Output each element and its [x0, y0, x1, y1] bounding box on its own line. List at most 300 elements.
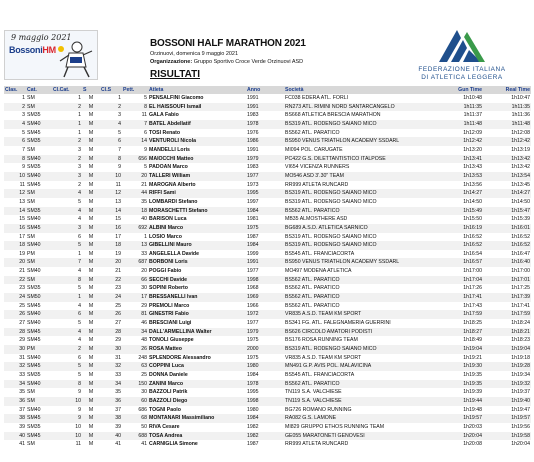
- cell-real-time: 1h16:52: [511, 233, 530, 240]
- cell-sex: M: [88, 95, 94, 101]
- cell-club: TN119 S.A. VALCHIESE: [285, 389, 342, 396]
- cell-real-time: 1h19:32: [483, 380, 531, 389]
- cell-bib: 41: [141, 441, 147, 448]
- cell-athlete: SPLENDORE Alessandro: [149, 354, 211, 361]
- table-row: [4, 336, 531, 345]
- logo-date: 9 maggio 2021: [11, 33, 72, 42]
- cell-sex-rank: 26: [100, 310, 122, 319]
- federation-line-1: FEDERAZIONE ITALIANA: [418, 66, 506, 73]
- results-table: [4, 86, 531, 449]
- cell-sex: M: [88, 198, 94, 205]
- cell-year: 1983: [247, 164, 259, 171]
- cell-athlete: SOPINI Roberto: [149, 285, 188, 292]
- cell-rank: 3: [22, 112, 25, 119]
- cell-sex-rank: 11: [115, 181, 121, 188]
- cell-category: SM: [27, 95, 35, 101]
- cell-sex-rank: 34: [100, 380, 122, 389]
- cell-rank: 5: [22, 129, 25, 136]
- cell-category-rank: 1: [52, 120, 82, 129]
- cell-club: BS950 VENUS TRIATHLON ACADEMY SSDARL: [284, 258, 436, 267]
- cell-sex: M: [88, 337, 94, 344]
- cell-year: 1977: [246, 172, 284, 181]
- cell-club: RR999 ATLETA RUNCARD: [285, 181, 349, 188]
- cell-gun-time: 1h13:20: [463, 146, 482, 153]
- cell-sex: M: [88, 423, 94, 430]
- cell-club: MO546 ASD 3'.30" TEAM: [284, 172, 436, 181]
- cell-rank: 24: [4, 293, 26, 302]
- cell-bib: 18: [122, 207, 148, 216]
- section-title: RISULTATI: [150, 69, 200, 80]
- column-header-category-rank[interactable]: Cl.Cat.: [52, 86, 82, 94]
- cell-sex: M: [82, 120, 100, 129]
- cell-sex-rank: 31: [115, 354, 121, 361]
- cell-sex-rank: 30: [100, 345, 122, 354]
- cell-gun-time: 1h18:27: [436, 328, 483, 337]
- cell-category-rank: 5: [78, 372, 81, 378]
- cell-sex: M: [88, 389, 94, 396]
- cell-bib: 66: [122, 276, 148, 285]
- cell-sex: M: [88, 285, 94, 292]
- cell-year: 1980: [247, 406, 259, 413]
- cell-category-rank: 10: [52, 432, 82, 441]
- cell-real-time: 1h19:58: [483, 432, 531, 441]
- cell-club: FC038 EDERA ATL. FORLI: [285, 95, 349, 101]
- table-row: [4, 198, 531, 207]
- cell-bib: 7: [122, 120, 148, 129]
- table-row: [4, 371, 531, 380]
- event-logo: [4, 30, 98, 80]
- cell-sex-rank: 7: [118, 146, 121, 153]
- cell-rank: 31: [19, 354, 25, 361]
- cell-sex: M: [88, 146, 94, 153]
- cell-sex-rank: 14: [100, 207, 122, 216]
- cell-rank: 16: [4, 224, 26, 233]
- cell-club: MI094 POL. CARUGATE: [285, 146, 343, 153]
- cell-sex-rank: 18: [100, 241, 122, 250]
- table-row: [4, 129, 531, 138]
- cell-category: SM40: [27, 216, 41, 223]
- cell-real-time: 1h16:40: [483, 258, 531, 267]
- cell-year: 1991: [246, 258, 284, 267]
- cell-real-time: 1h11:35: [483, 103, 531, 112]
- column-header-sex[interactable]: S: [82, 86, 100, 94]
- cell-sex: M: [82, 397, 100, 406]
- cell-sex-rank: 25: [115, 302, 121, 309]
- cell-club: VR835 A.S.D. TEAM KM SPORT: [285, 354, 362, 361]
- cell-real-time: 1h19:40: [483, 397, 531, 406]
- cell-rank: 1: [22, 95, 25, 101]
- column-header-sex-rank[interactable]: Cl.S: [100, 86, 122, 94]
- table-row: [4, 111, 531, 120]
- cell-gun-time: 1h16:57: [436, 258, 483, 267]
- cell-sex-rank: 27: [115, 320, 121, 327]
- cell-gun-time: 1h11:35: [436, 103, 483, 112]
- cell-bib: 60: [122, 397, 148, 406]
- column-header-athlete[interactable]: Atleta: [148, 86, 246, 94]
- cell-category: SM: [27, 233, 35, 240]
- cell-club: PC422 G.S. DILETTANTISTICO ITALPOSE: [284, 155, 436, 164]
- cell-category: SM35: [27, 164, 41, 171]
- cell-year: 1991: [247, 146, 259, 153]
- cell-year: 1999: [247, 250, 259, 257]
- cell-gun-time: 1h14:50: [463, 198, 482, 205]
- cell-category: SM: [26, 276, 52, 285]
- cell-bib: 48: [141, 337, 147, 344]
- cell-sex: M: [82, 137, 100, 146]
- cell-year: 1991: [247, 95, 259, 101]
- cell-sex-rank: 23: [115, 285, 121, 292]
- cell-gun-time: 1h13:56: [463, 181, 482, 188]
- cell-category: SM35: [27, 112, 41, 119]
- cell-bib: 81: [122, 310, 148, 319]
- cell-year: 1995: [247, 389, 259, 396]
- cell-athlete: POGGI Fabio: [149, 268, 182, 275]
- cell-real-time: 1h11:36: [511, 112, 530, 119]
- cell-real-time: 1h13:45: [511, 181, 530, 188]
- cell-category-rank: 2: [78, 181, 81, 188]
- cell-year: 1977: [247, 268, 259, 275]
- cell-category-rank: 3: [78, 146, 81, 153]
- cell-sex-rank: 3: [118, 112, 121, 119]
- cell-sex-rank: 24: [100, 293, 122, 302]
- cell-category-rank: 9: [52, 414, 82, 423]
- cell-real-time: 1h15:39: [511, 216, 530, 223]
- cell-bib: 50: [141, 423, 147, 430]
- cell-category-rank: 4: [52, 207, 82, 216]
- cell-sex: M: [82, 103, 100, 112]
- cell-gun-time: 1h16:19: [436, 224, 483, 233]
- cell-category: SM40: [27, 320, 41, 327]
- cell-category: SM35: [27, 285, 41, 292]
- cell-category-rank: 7: [52, 258, 82, 267]
- cell-rank: 6: [4, 137, 26, 146]
- cell-rank: 4: [4, 120, 26, 129]
- cell-year: 1969: [246, 293, 284, 302]
- cell-bib: 6: [144, 129, 147, 136]
- cell-category-rank: 8: [52, 276, 82, 285]
- cell-club: MB35 ALMOSTHERE ASD: [285, 216, 348, 223]
- cell-rank: 30: [4, 345, 26, 354]
- cell-category: SM50: [26, 293, 52, 302]
- cell-category-rank: 9: [78, 406, 81, 413]
- cell-sex: M: [82, 310, 100, 319]
- cell-rank: 36: [4, 397, 26, 406]
- cell-club: BS545 ATL. FRANCIACORTA: [285, 372, 355, 378]
- cell-athlete: GINESTRI Fabio: [148, 310, 246, 319]
- cell-sex: M: [82, 345, 100, 354]
- table-row: [4, 120, 531, 129]
- cell-bib: 68: [122, 414, 148, 423]
- cell-year: 1997: [247, 198, 259, 205]
- table-row: [4, 319, 531, 328]
- cell-year: 1983: [247, 112, 259, 119]
- cell-bib: 25: [141, 372, 147, 378]
- cell-athlete: BORBONI Loris: [148, 258, 246, 267]
- cell-gun-time: 1h16:52: [463, 233, 482, 240]
- cell-athlete: EL HAISSOUFI Ismail: [148, 103, 246, 112]
- cell-sex: M: [88, 164, 94, 171]
- table-row: [4, 241, 531, 250]
- cell-year: 1995: [246, 189, 284, 198]
- cell-rank: 2: [4, 103, 26, 112]
- cell-gun-time: 1h20:03: [463, 423, 482, 430]
- table-row: [4, 94, 531, 103]
- cell-category-rank: 1: [78, 112, 81, 119]
- cell-category: SM: [27, 146, 35, 153]
- table-row: [4, 189, 531, 198]
- cell-gun-time: 1h16:54: [463, 250, 482, 257]
- cell-club: BS562 ATL. PARATICO: [284, 293, 436, 302]
- cell-year: 1966: [247, 302, 259, 309]
- table-row: [4, 258, 531, 267]
- cell-bib: 1: [144, 233, 147, 240]
- cell-club: BS562 ATL. PARATICO: [284, 207, 436, 216]
- cell-gun-time: 1h19:04: [436, 345, 483, 354]
- cell-year: 1977: [247, 320, 259, 327]
- cell-sex-rank: 5: [118, 129, 121, 136]
- cell-gun-time: 1h17:04: [436, 276, 483, 285]
- cell-bib: 686: [138, 406, 147, 413]
- cell-sex: M: [82, 293, 100, 302]
- cell-category: SM40: [26, 172, 52, 181]
- cell-rank: 34: [4, 380, 26, 389]
- cell-bib: 150: [122, 380, 148, 389]
- cell-club: BS562 ATL. PARATICO: [284, 380, 436, 389]
- cell-category-rank: 2: [52, 103, 82, 112]
- cell-gun-time: 1h16:52: [436, 241, 483, 250]
- cell-athlete: GALA Fabio: [149, 112, 179, 119]
- cell-athlete: TONOLI Giuseppe: [149, 337, 194, 344]
- cell-club: GE055 MARATONETI GENOVESI: [284, 432, 436, 441]
- table-row: [4, 207, 531, 216]
- cell-sex-rank: 20: [100, 258, 122, 267]
- cell-bib: 13: [122, 241, 148, 250]
- cell-year: 1972: [246, 310, 284, 319]
- cell-category-rank: 1: [78, 250, 81, 257]
- table-row: [4, 362, 531, 371]
- cell-category: SM45: [26, 432, 52, 441]
- cell-club: BS341 FG. ATL. FALEGNAMERIA GUERRINI: [285, 320, 391, 327]
- cell-real-time: 1h14:27: [483, 189, 531, 198]
- cell-rank: 29: [19, 337, 25, 344]
- cell-athlete: ALBINI Marco: [148, 224, 246, 233]
- cell-rank: 13: [19, 198, 25, 205]
- cell-category: SM45: [27, 181, 41, 188]
- cell-category-rank: 2: [52, 137, 82, 146]
- cell-category-rank: 11: [75, 441, 81, 448]
- cell-club: TN119 S.A. VALCHIESE: [284, 397, 436, 406]
- cell-real-time: 1h13:54: [483, 172, 531, 181]
- cell-bib: 5: [144, 164, 147, 171]
- cell-sex-rank: 16: [100, 224, 122, 233]
- cell-rank: 11: [19, 181, 25, 188]
- cell-gun-time: 1h19:21: [463, 354, 482, 361]
- table-row: [4, 302, 531, 311]
- table-row: [4, 345, 531, 354]
- cell-category-rank: 4: [52, 328, 82, 337]
- cell-category: SM: [26, 258, 52, 267]
- cell-real-time: 1h18:24: [511, 320, 530, 327]
- cell-gun-time: 1h12:42: [436, 137, 483, 146]
- cell-athlete: BATEL Abdellatif: [148, 120, 246, 129]
- cell-bib: 35: [141, 198, 147, 205]
- cell-gun-time: 1h17:26: [463, 285, 482, 292]
- cell-category-rank: 5: [78, 198, 81, 205]
- column-header-bib[interactable]: Pett.: [122, 86, 148, 94]
- cell-sex: M: [82, 172, 100, 181]
- cell-sex-rank: 17: [115, 233, 121, 240]
- table-row: [4, 224, 531, 233]
- cell-sex-rank: 40: [100, 432, 122, 441]
- cell-year: 1998: [246, 397, 284, 406]
- cell-year: 1986: [246, 137, 284, 146]
- cell-category: SM40: [27, 354, 41, 361]
- cell-sex: M: [82, 414, 100, 423]
- cell-sex: M: [88, 354, 94, 361]
- cell-real-time: 1h18:21: [483, 328, 531, 337]
- cell-rank: 18: [4, 241, 26, 250]
- cell-club: BS319 ATL. RODENGO SAIANO MICO: [284, 345, 436, 354]
- cell-club: RR999 ATLETA RUNCARD: [285, 441, 349, 448]
- cell-real-time: 1h13:42: [483, 155, 531, 164]
- cell-category: SM: [26, 103, 52, 112]
- cell-real-time: 1h17:01: [483, 276, 531, 285]
- cell-sex-rank: 35: [115, 389, 121, 396]
- cell-club: BS545 ATL. FRANCIACORTA: [285, 250, 355, 257]
- cell-real-time: 1h10:47: [511, 95, 530, 101]
- cell-real-time: 1h20:04: [511, 441, 530, 448]
- cell-gun-time: 1h19:30: [436, 362, 483, 371]
- table-row: [4, 267, 531, 276]
- cell-category: SM40: [27, 268, 41, 275]
- cell-sex-rank: 37: [115, 406, 121, 413]
- event-title-block: [150, 38, 306, 80]
- cell-sex: M: [82, 362, 100, 371]
- cell-club: BS562 ATL. PARATICO: [285, 285, 340, 292]
- cell-bib: 21: [141, 181, 147, 188]
- cell-category-rank: 4: [78, 337, 81, 344]
- cell-category: SM40: [26, 241, 52, 250]
- cell-gun-time: 1h17:43: [463, 302, 482, 309]
- event-title: BOSSONI HALF MARATHON 2021: [150, 38, 306, 49]
- table-row: [4, 103, 531, 112]
- table-row: [4, 414, 531, 423]
- cell-real-time: 1h17:25: [511, 285, 530, 292]
- cell-real-time: 1h19:34: [511, 372, 530, 378]
- cell-category-rank: 5: [78, 320, 81, 327]
- cell-category-rank: 3: [52, 172, 82, 181]
- cell-club: VI654 VICENZA RUNNERS: [285, 164, 350, 171]
- cell-sex-rank: 4: [100, 120, 122, 129]
- cell-sex: M: [82, 189, 100, 198]
- cell-year: 1987: [247, 441, 259, 448]
- cell-category: SM45: [26, 224, 52, 233]
- cell-real-time: 1h16:01: [483, 224, 531, 233]
- cell-rank: 20: [4, 258, 26, 267]
- cell-club: BS626 CIRCOLO AMATORI PODISTI: [284, 328, 436, 337]
- cell-sex: M: [88, 441, 94, 448]
- cell-club: BS319 ATL. RODENGO SAIANO MICO: [285, 198, 377, 205]
- column-header-rank[interactable]: Clas.: [4, 86, 26, 94]
- column-header-real-time[interactable]: Real Time: [483, 86, 531, 94]
- column-header-club[interactable]: Società: [284, 86, 436, 94]
- cell-bib: 8: [122, 103, 148, 112]
- cell-category-rank: 6: [78, 233, 81, 240]
- cell-athlete: MAROGNA Alberto: [149, 181, 196, 188]
- cell-athlete: PADOAN Marco: [149, 164, 188, 171]
- cell-club: BS319 ATL. RODENGO SAIANO MICO: [284, 189, 436, 198]
- cell-category-rank: 6: [78, 354, 81, 361]
- cell-athlete: VENTUROLI Nicola: [148, 137, 246, 146]
- cell-category-rank: 10: [52, 397, 82, 406]
- cell-gun-time: 1h19:35: [463, 372, 482, 378]
- cell-athlete: PREMOLI Marco: [149, 302, 190, 309]
- table-header-row: [4, 86, 531, 94]
- cell-athlete: PENSALFINI Giacomo: [149, 95, 204, 101]
- cell-sex: M: [88, 406, 94, 413]
- cell-bib: 248: [138, 354, 147, 361]
- cell-athlete: TOSA Andrea: [148, 432, 246, 441]
- cell-gun-time: 1h18:49: [463, 337, 482, 344]
- cell-bib: 30: [141, 389, 147, 396]
- cell-real-time: 1h15:47: [483, 207, 531, 216]
- cell-year: 1984: [246, 207, 284, 216]
- cell-real-time: 1h19:18: [511, 354, 530, 361]
- column-header-category[interactable]: Cat.: [26, 86, 52, 94]
- column-header-gun-time[interactable]: Gun Time: [436, 86, 483, 94]
- cell-bib: 692: [122, 224, 148, 233]
- cell-year: 1975: [247, 337, 259, 344]
- cell-bib: 46: [141, 320, 147, 327]
- results-body: [4, 94, 531, 449]
- cell-bib: 17: [122, 293, 148, 302]
- cell-sex-rank: 19: [115, 250, 121, 257]
- cell-category: SM: [26, 397, 52, 406]
- column-header-year[interactable]: Anno: [246, 86, 284, 94]
- table-row: [4, 397, 531, 406]
- cell-athlete: DONNA Daniele: [149, 372, 188, 378]
- fidal-logo: [395, 26, 529, 86]
- cell-sex-rank: 38: [100, 414, 122, 423]
- cell-sex: M: [82, 207, 100, 216]
- cell-year: 1998: [246, 276, 284, 285]
- cell-bib: 40: [141, 216, 147, 223]
- cell-year: 1984: [246, 414, 284, 423]
- cell-club: BS319 ATL. RODENGO SAIANO MICO: [284, 241, 436, 250]
- logo-brand-suffix: HM: [42, 45, 56, 55]
- cell-sex-rank: 22: [100, 276, 122, 285]
- cell-sex: M: [88, 129, 94, 136]
- cell-club: VR835 A.S.D. TEAM KM SPORT: [284, 310, 436, 319]
- cell-rank: 27: [19, 320, 25, 327]
- cell-rank: 37: [19, 406, 25, 413]
- cell-year: 2000: [246, 345, 284, 354]
- cell-category-rank: 2: [52, 155, 82, 164]
- cell-category-rank: 5: [78, 285, 81, 292]
- cell-real-time: 1h17:41: [511, 302, 530, 309]
- cell-real-time: 1h18:23: [511, 337, 530, 344]
- cell-year: 1987: [247, 233, 259, 240]
- cell-bib: 30: [141, 285, 147, 292]
- cell-rank: 7: [22, 146, 25, 153]
- cell-year: 1982: [246, 432, 284, 441]
- cell-club: BS562 ATL. PARATICO: [285, 129, 340, 136]
- cell-real-time: 1h17:00: [511, 268, 530, 275]
- cell-gun-time: 1h13:43: [463, 164, 482, 171]
- federation-line-2: DI ATLETICA LEGGERA: [421, 73, 503, 81]
- cell-real-time: 1h19:57: [483, 414, 531, 423]
- cell-gun-time: 1h17:59: [436, 310, 483, 319]
